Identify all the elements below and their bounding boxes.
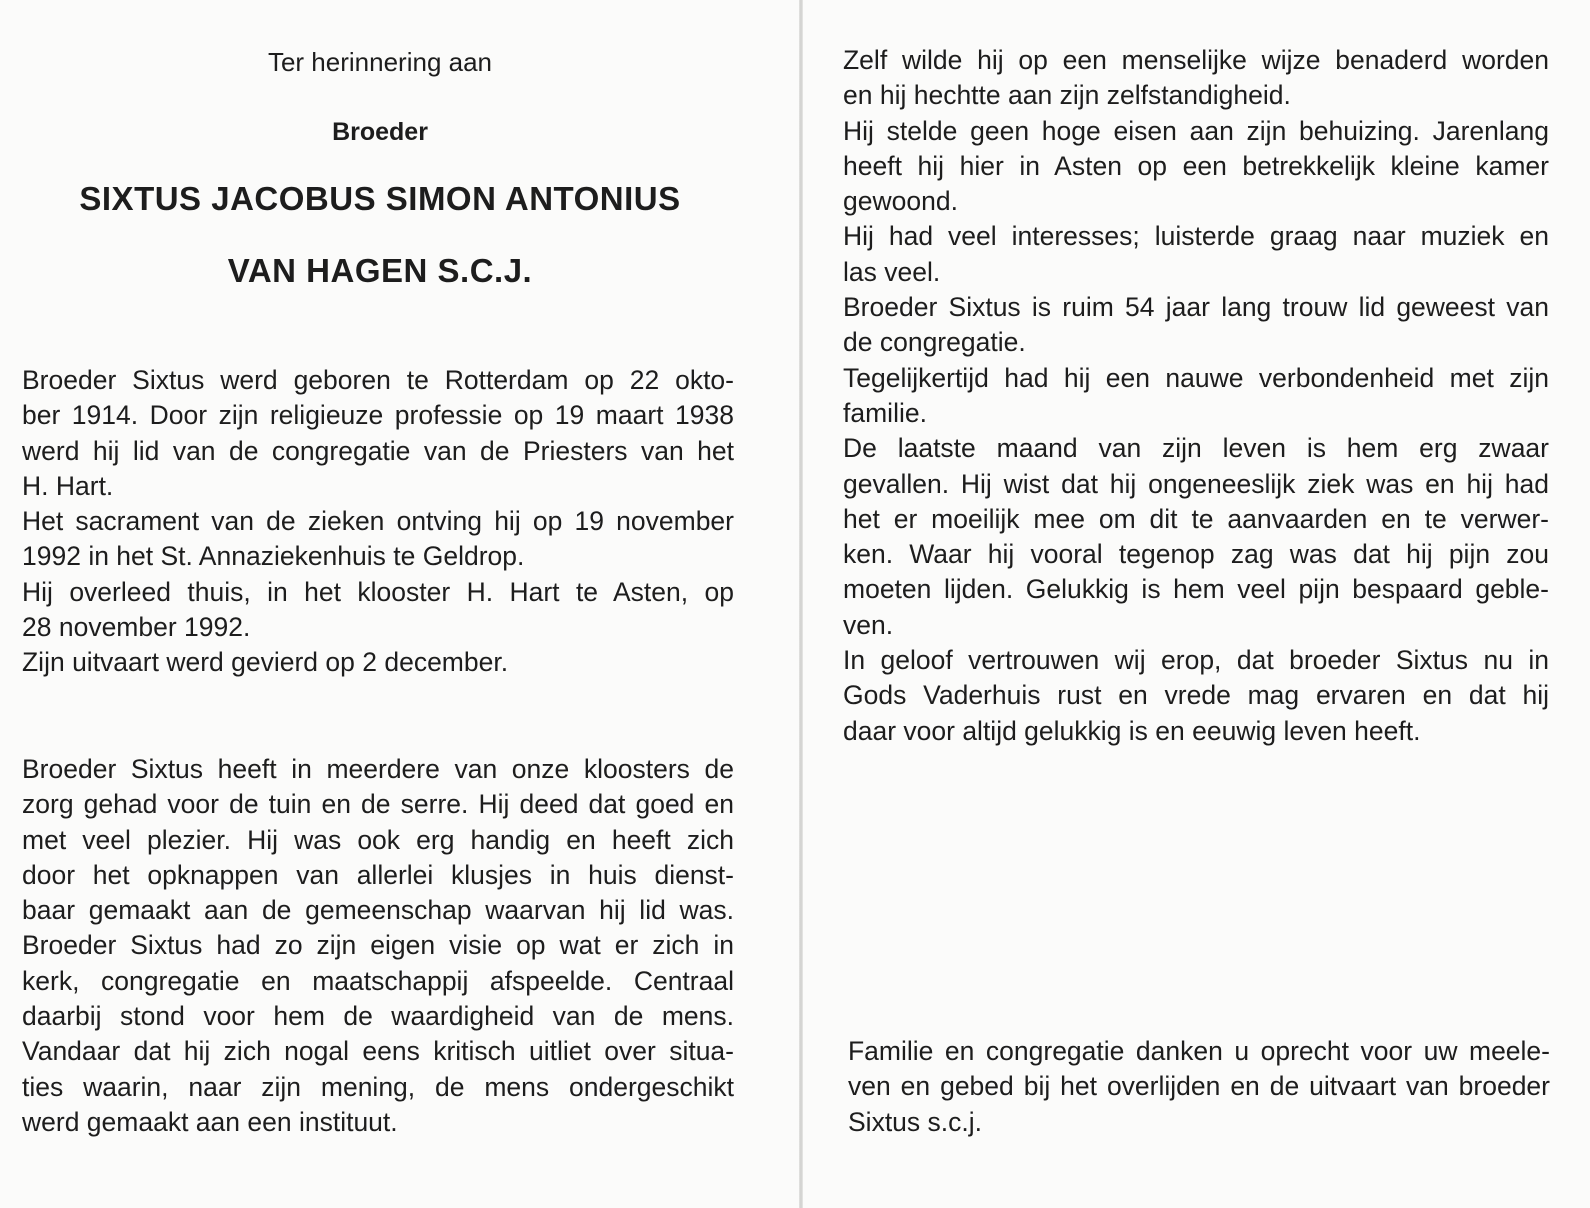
text-line: Zijn uitvaart werd gevierd op 2 december.	[22, 647, 509, 678]
text-line: Sixtus s.c.j.	[848, 1106, 983, 1137]
text-line: Gods Vaderhuis rust en vrede mag ervaren en dat hij	[843, 680, 1549, 711]
text-line: daar voor altijd gelukkig is en eeuwig leven heeft.	[843, 715, 1421, 746]
text-line: kerk, congregatie en maatschappij afspeelde. Centraal	[22, 965, 734, 996]
text-line: gewoond.	[843, 186, 958, 217]
text-line: ken. Waar hij vooral tegenop zag was dat hij pijn zou	[843, 539, 1549, 570]
text-line: gevallen. Hij wist dat hij ongeneeslijk ziek was en hij had	[843, 468, 1549, 499]
text-line: door het opknappen van allerlei klusjes in huis dienst-	[22, 859, 734, 890]
text-line: Hij overleed thuis, in het klooster H. Hart te Asten, op	[22, 576, 734, 607]
text-line: familie.	[843, 397, 927, 428]
text-line: ber 1914. Door zijn religieuze professie op 19 maart 1938	[22, 400, 734, 431]
text-line: De laatste maand van zijn leven is hem erg zwaar	[843, 433, 1549, 464]
text-line: ties waarin, naar zijn mening, de mens ondergeschikt	[22, 1071, 734, 1102]
text-line: Broeder Sixtus heeft in meerdere van onze kloosters de	[22, 754, 734, 784]
text-line: Hij had veel interesses; luisterde graag naar muziek en	[843, 221, 1549, 252]
memorial-title: Broeder	[332, 118, 428, 146]
text-line: H. Hart.	[22, 470, 114, 501]
text-line: Familie en congregatie danken u oprecht voor uw meele-	[848, 1036, 1550, 1066]
text-line: werd hij lid van de congregatie van de Priesters van het	[22, 435, 734, 466]
text-line: baar gemaakt aan de gemeenschap waarvan hij lid was.	[22, 895, 734, 926]
deceased-name-line-1: SIXTUS JACOBUS SIMON ANTONIUS	[79, 180, 681, 217]
text-line: heeft hij hier in Asten op een betrekkelijk kleine kamer	[843, 150, 1549, 181]
text-line: 28 november 1992.	[22, 612, 251, 643]
text-line: de congregatie.	[843, 327, 1026, 358]
reflection-paragraph	[22, 752, 734, 1140]
text-line: Tegelijkertijd had hij een nauwe verbondenheid met zijn	[843, 362, 1549, 393]
biography-paragraph	[22, 363, 734, 681]
text-line: daarbij stond voor hem de waardigheid van de mens.	[22, 1001, 734, 1032]
text-line: Zelf wilde hij op een menselijke wijze benaderd worden	[843, 45, 1549, 75]
text-line: Broeder Sixtus werd geboren te Rotterdam op 22 okto-	[22, 365, 734, 395]
text-line: het er moeilijk mee om dit te aanvaarden en te verwer-	[843, 503, 1549, 534]
text-line: ven en gebed bij het overlijden en de uitvaart van broeder	[848, 1071, 1550, 1102]
text-line: en hij hechtte aan zijn zelfstandigheid.	[843, 80, 1291, 111]
text-line: 1992 in het St. Annaziekenhuis te Geldrop.	[22, 541, 525, 572]
text-line: moeten lijden. Gelukkig is hem veel pijn bespaard geble-	[843, 574, 1549, 605]
text-line: las veel.	[843, 256, 941, 287]
memorial-intro: Ter herinnering aan	[267, 47, 493, 77]
text-line: zorg gehad voor de tuin en de serre. Hij deed dat goed en	[22, 789, 734, 820]
deceased-name-line-2: VAN HAGEN S.C.J.	[227, 252, 533, 289]
character-paragraph	[843, 43, 1549, 749]
text-line: werd gemaakt aan een instituut.	[22, 1106, 398, 1137]
text-line: Broeder Sixtus is ruim 54 jaar lang trouw lid geweest van	[843, 292, 1549, 323]
text-line: Het sacrament van de zieken ontving hij op 19 november	[22, 506, 734, 537]
text-line: Vandaar dat hij zich nogal eens kritisch uitliet over situa-	[22, 1036, 734, 1067]
text-line: met veel plezier. Hij was ook erg handig en heeft zich	[22, 824, 734, 855]
text-line: In geloof vertrouwen wij erop, dat broeder Sixtus nu in	[843, 645, 1549, 676]
text-line: ven.	[843, 609, 894, 640]
text-line: Hij stelde geen hoge eisen aan zijn behuizing. Jarenlang	[843, 115, 1549, 146]
text-line: Broeder Sixtus had zo zijn eigen visie op wat er zich in	[22, 930, 734, 961]
thanks-paragraph	[848, 1034, 1550, 1140]
